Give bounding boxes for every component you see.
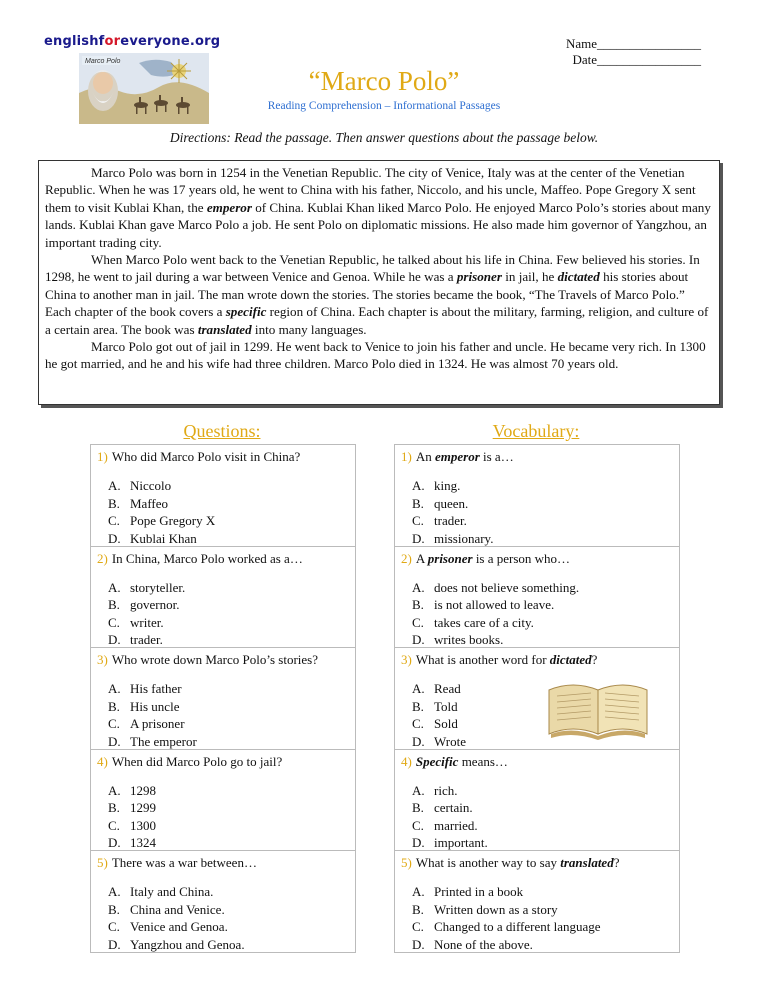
answer-option[interactable] bbox=[412, 782, 673, 800]
option-letter: D. bbox=[412, 835, 425, 850]
option-letter: A. bbox=[108, 681, 121, 696]
answer-option[interactable] bbox=[108, 883, 349, 901]
option-text: Written down as a story bbox=[434, 901, 558, 917]
option-text: storyteller. bbox=[130, 579, 186, 595]
answer-option[interactable] bbox=[412, 799, 673, 817]
option-letter: C. bbox=[412, 614, 424, 630]
question-text bbox=[97, 753, 349, 770]
vocabulary-item bbox=[395, 547, 679, 649]
answer-option[interactable] bbox=[412, 631, 673, 649]
option-text: The emperor bbox=[130, 733, 197, 749]
answer-options bbox=[97, 883, 349, 953]
answer-options bbox=[97, 680, 349, 750]
question-number: 1) bbox=[401, 449, 412, 464]
option-letter: B. bbox=[108, 800, 120, 815]
answer-option[interactable] bbox=[412, 936, 673, 954]
answer-option[interactable] bbox=[412, 817, 673, 835]
option-text: Changed to a different language bbox=[434, 919, 601, 934]
option-letter: C. bbox=[108, 919, 120, 934]
vocabulary-grid bbox=[394, 444, 680, 953]
answer-option[interactable] bbox=[412, 512, 673, 530]
option-letter: A. bbox=[412, 884, 425, 899]
answer-option[interactable] bbox=[108, 596, 349, 614]
question-number: 5) bbox=[97, 855, 108, 870]
vocabulary-word: Specific bbox=[415, 753, 459, 769]
answer-options bbox=[97, 579, 349, 649]
option-letter: C. bbox=[108, 513, 120, 528]
question-text bbox=[97, 854, 349, 871]
answer-option[interactable] bbox=[108, 512, 349, 530]
option-letter: A. bbox=[108, 884, 121, 899]
option-letter: B. bbox=[412, 901, 424, 917]
answer-option[interactable] bbox=[108, 817, 349, 835]
answer-option[interactable] bbox=[108, 799, 349, 817]
option-letter: B. bbox=[108, 495, 120, 511]
option-text: Italy and China. bbox=[130, 884, 214, 899]
option-text: queen. bbox=[434, 495, 469, 511]
option-text: governor. bbox=[130, 597, 180, 612]
option-letter: D. bbox=[412, 530, 425, 546]
option-text: Venice and Genoa. bbox=[130, 919, 228, 934]
question-label: Who did Marco Polo visit in China? bbox=[111, 449, 301, 464]
page-title: “Marco Polo” bbox=[308, 66, 460, 96]
option-text: 1299 bbox=[130, 800, 156, 815]
option-text: China and Venice. bbox=[130, 901, 225, 917]
answer-options bbox=[401, 883, 673, 953]
questions-heading: Questions: bbox=[183, 421, 261, 441]
vocabulary-word: dictated bbox=[549, 652, 592, 667]
vocabulary-item bbox=[395, 851, 679, 953]
question-suffix: ? bbox=[613, 855, 620, 870]
option-text: 1300 bbox=[130, 817, 156, 833]
option-text: Niccolo bbox=[130, 478, 172, 493]
answer-options bbox=[401, 782, 673, 852]
option-letter: C. bbox=[108, 716, 120, 731]
question-prefix: An bbox=[415, 449, 435, 464]
option-letter: B. bbox=[412, 495, 424, 511]
option-text: His father bbox=[130, 681, 182, 696]
question-number: 1) bbox=[97, 449, 108, 464]
option-letter: D. bbox=[108, 632, 121, 647]
option-letter: A. bbox=[108, 478, 121, 493]
answer-option[interactable] bbox=[412, 834, 673, 852]
option-letter: B. bbox=[412, 800, 424, 815]
option-text: Sold bbox=[434, 716, 458, 731]
directions: Directions: Read the passage. Then answer questions about the passage below. bbox=[169, 130, 599, 145]
answer-option[interactable] bbox=[108, 901, 349, 919]
date-line: Date________________ bbox=[572, 52, 702, 67]
option-text: Read bbox=[434, 681, 461, 696]
questions-grid bbox=[90, 444, 356, 953]
open-book-icon bbox=[545, 676, 651, 740]
option-text: His uncle bbox=[130, 698, 180, 714]
question-label: There was a war between… bbox=[111, 855, 257, 870]
question-prefix: What is another way to say bbox=[415, 855, 561, 870]
question-prefix: What is another word for bbox=[415, 652, 550, 667]
answer-options bbox=[97, 782, 349, 852]
option-text: 1324 bbox=[130, 835, 156, 850]
option-letter: C. bbox=[412, 716, 424, 731]
vocabulary-item bbox=[395, 750, 679, 852]
reading-passage bbox=[38, 160, 720, 405]
option-text: trader. bbox=[434, 513, 467, 528]
option-letter: C. bbox=[412, 919, 424, 934]
question-item bbox=[91, 851, 355, 953]
option-text: certain. bbox=[434, 800, 473, 815]
question-text bbox=[97, 651, 349, 668]
option-letter: D. bbox=[412, 632, 425, 647]
option-text: king. bbox=[434, 478, 461, 493]
question-item bbox=[91, 445, 355, 547]
option-letter: C. bbox=[108, 614, 120, 630]
vocabulary-item bbox=[395, 648, 679, 750]
option-text: Yangzhou and Genoa. bbox=[130, 936, 245, 952]
answer-option[interactable] bbox=[412, 530, 673, 548]
option-text: writes books. bbox=[434, 632, 504, 647]
question-number: 5) bbox=[401, 855, 412, 870]
option-text: Told bbox=[434, 698, 458, 714]
answer-option[interactable] bbox=[108, 631, 349, 649]
option-letter: D. bbox=[412, 733, 425, 749]
question-number: 2) bbox=[97, 550, 108, 566]
vocabulary-heading: Vocabulary: bbox=[492, 421, 580, 441]
option-text: A prisoner bbox=[130, 716, 185, 731]
vocabulary-word: translated bbox=[560, 855, 614, 870]
answer-option[interactable] bbox=[108, 579, 349, 597]
question-number: 4) bbox=[401, 753, 412, 769]
option-letter: C. bbox=[412, 513, 424, 528]
vocabulary-word: emperor bbox=[434, 449, 480, 464]
answer-options bbox=[97, 477, 349, 547]
option-text: 1298 bbox=[130, 782, 156, 798]
question-number: 2) bbox=[401, 550, 412, 566]
question-number: 4) bbox=[97, 753, 108, 769]
option-text: Kublai Khan bbox=[130, 530, 197, 546]
option-letter: C. bbox=[412, 817, 424, 833]
option-letter: A. bbox=[412, 579, 425, 595]
vocabulary-question bbox=[401, 651, 673, 668]
passage-paragraph-2: When Marco Polo went back to the Venetian Republic, he talked about his life in China. Few believed his stories. In 1298, he went to jail during a war between Venice and Genoa. While he was a prisoner in jail, he dictated his stories about China to another man in jail. The man wrote down the stories. The stories became the book, “The Travels of Marco Polo.” Each chapter of the book covers a specific region of China. Each chapter is about the military, farming, religion, and culture of a certain area. The book was translated into many languages. bbox=[45, 252, 709, 337]
answer-option[interactable] bbox=[412, 883, 673, 901]
option-letter: C. bbox=[108, 817, 120, 833]
vocabulary-question bbox=[401, 448, 673, 465]
option-letter: B. bbox=[108, 698, 120, 714]
answer-option[interactable] bbox=[108, 698, 349, 716]
vocabulary-question bbox=[401, 550, 673, 567]
page-subtitle: Reading Comprehension – Informational Passages bbox=[267, 100, 501, 112]
passage-paragraph-3: Marco Polo got out of jail in 1299. He went back to Venice to join his father and uncle. He became very rich. In 1300 he got married, and he and his wife had three children. Marco Polo died in 1324. He was almost 70 years old. bbox=[45, 339, 706, 372]
answer-option[interactable] bbox=[412, 596, 673, 614]
option-letter: B. bbox=[412, 597, 424, 612]
answer-option[interactable] bbox=[108, 733, 349, 751]
question-label: Who wrote down Marco Polo’s stories? bbox=[111, 652, 319, 667]
answer-option[interactable] bbox=[412, 901, 673, 919]
option-letter: A. bbox=[412, 681, 425, 696]
question-suffix: means… bbox=[458, 753, 508, 769]
answer-option[interactable] bbox=[108, 530, 349, 548]
answer-options bbox=[401, 579, 673, 649]
question-number: 3) bbox=[401, 652, 412, 667]
option-letter: A. bbox=[108, 782, 121, 798]
option-text: rich. bbox=[434, 782, 458, 798]
option-text: Maffeo bbox=[130, 495, 169, 511]
option-letter: D. bbox=[412, 936, 425, 952]
option-text: None of the above. bbox=[434, 936, 533, 952]
answer-option[interactable] bbox=[108, 477, 349, 495]
answer-option[interactable] bbox=[108, 782, 349, 800]
question-text bbox=[97, 550, 349, 567]
answer-option[interactable] bbox=[108, 495, 349, 513]
question-label: When did Marco Polo go to jail? bbox=[111, 753, 283, 769]
option-letter: D. bbox=[108, 835, 121, 850]
answer-option[interactable] bbox=[412, 495, 673, 513]
answer-option[interactable] bbox=[108, 834, 349, 852]
vocabulary-word: prisoner bbox=[427, 550, 473, 566]
option-letter: D. bbox=[108, 936, 121, 952]
option-letter: A. bbox=[108, 579, 121, 595]
answer-option[interactable] bbox=[108, 614, 349, 632]
option-letter: B. bbox=[108, 901, 120, 917]
answer-option[interactable] bbox=[412, 477, 673, 495]
answer-option[interactable] bbox=[412, 918, 673, 936]
question-suffix: is a… bbox=[479, 449, 514, 464]
vocabulary-item bbox=[395, 445, 679, 547]
question-text bbox=[97, 448, 349, 465]
question-item bbox=[91, 648, 355, 750]
option-text: important. bbox=[434, 835, 488, 850]
option-letter: D. bbox=[108, 530, 121, 546]
answer-option[interactable] bbox=[108, 715, 349, 733]
option-text: married. bbox=[434, 817, 478, 833]
option-text: trader. bbox=[130, 632, 163, 647]
option-letter: A. bbox=[412, 478, 425, 493]
option-text: missionary. bbox=[434, 530, 494, 546]
option-letter: A. bbox=[412, 782, 425, 798]
option-text: writer. bbox=[130, 614, 164, 630]
option-text: does not believe something. bbox=[434, 579, 580, 595]
option-text: Wrote bbox=[434, 733, 466, 749]
answer-option[interactable] bbox=[412, 614, 673, 632]
question-suffix: ? bbox=[591, 652, 598, 667]
svg-text:Marco Polo: Marco Polo bbox=[85, 58, 121, 65]
vocabulary-question bbox=[401, 753, 673, 770]
option-text: Pope Gregory X bbox=[130, 513, 216, 528]
option-letter: D. bbox=[108, 733, 121, 749]
question-item bbox=[91, 750, 355, 852]
site-logo-text: englishforeveryone.org bbox=[44, 34, 221, 49]
answer-options bbox=[401, 477, 673, 547]
question-number: 3) bbox=[97, 652, 108, 667]
answer-option[interactable] bbox=[108, 680, 349, 698]
answer-option[interactable] bbox=[108, 918, 349, 936]
option-letter: B. bbox=[108, 597, 120, 612]
answer-option[interactable] bbox=[412, 579, 673, 597]
name-line: Name________________ bbox=[566, 36, 702, 51]
question-prefix: A bbox=[415, 550, 428, 566]
question-suffix: is a person who… bbox=[472, 550, 571, 566]
passage-paragraph-1: Marco Polo was born in 1254 in the Venetian Republic. The city of Venice, Italy was at the center of the Venetian Republic. When he was 17 years old, he went to China with his father, Niccolo, and his uncle, Maffeo. Pope Gregory X sent them to visit Kublai Khan, the emperor of China. Kublai Khan liked Marco Polo. He enjoyed Marco Polo’s stories about many lands. Kublai Khan gave Marco Polo a job. He sent Polo on diplomatic missions. He also made him governor of Yangzhou, an important trading city. bbox=[45, 165, 711, 250]
question-item bbox=[91, 547, 355, 649]
answer-option[interactable] bbox=[108, 936, 349, 954]
name-date-fields bbox=[566, 36, 701, 68]
option-text: takes care of a city. bbox=[434, 614, 534, 630]
option-letter: B. bbox=[412, 698, 424, 714]
vocabulary-question bbox=[401, 854, 673, 871]
option-text: is not allowed to leave. bbox=[434, 597, 555, 612]
option-text: Printed in a book bbox=[434, 884, 524, 899]
question-label: In China, Marco Polo worked as a… bbox=[111, 550, 303, 566]
